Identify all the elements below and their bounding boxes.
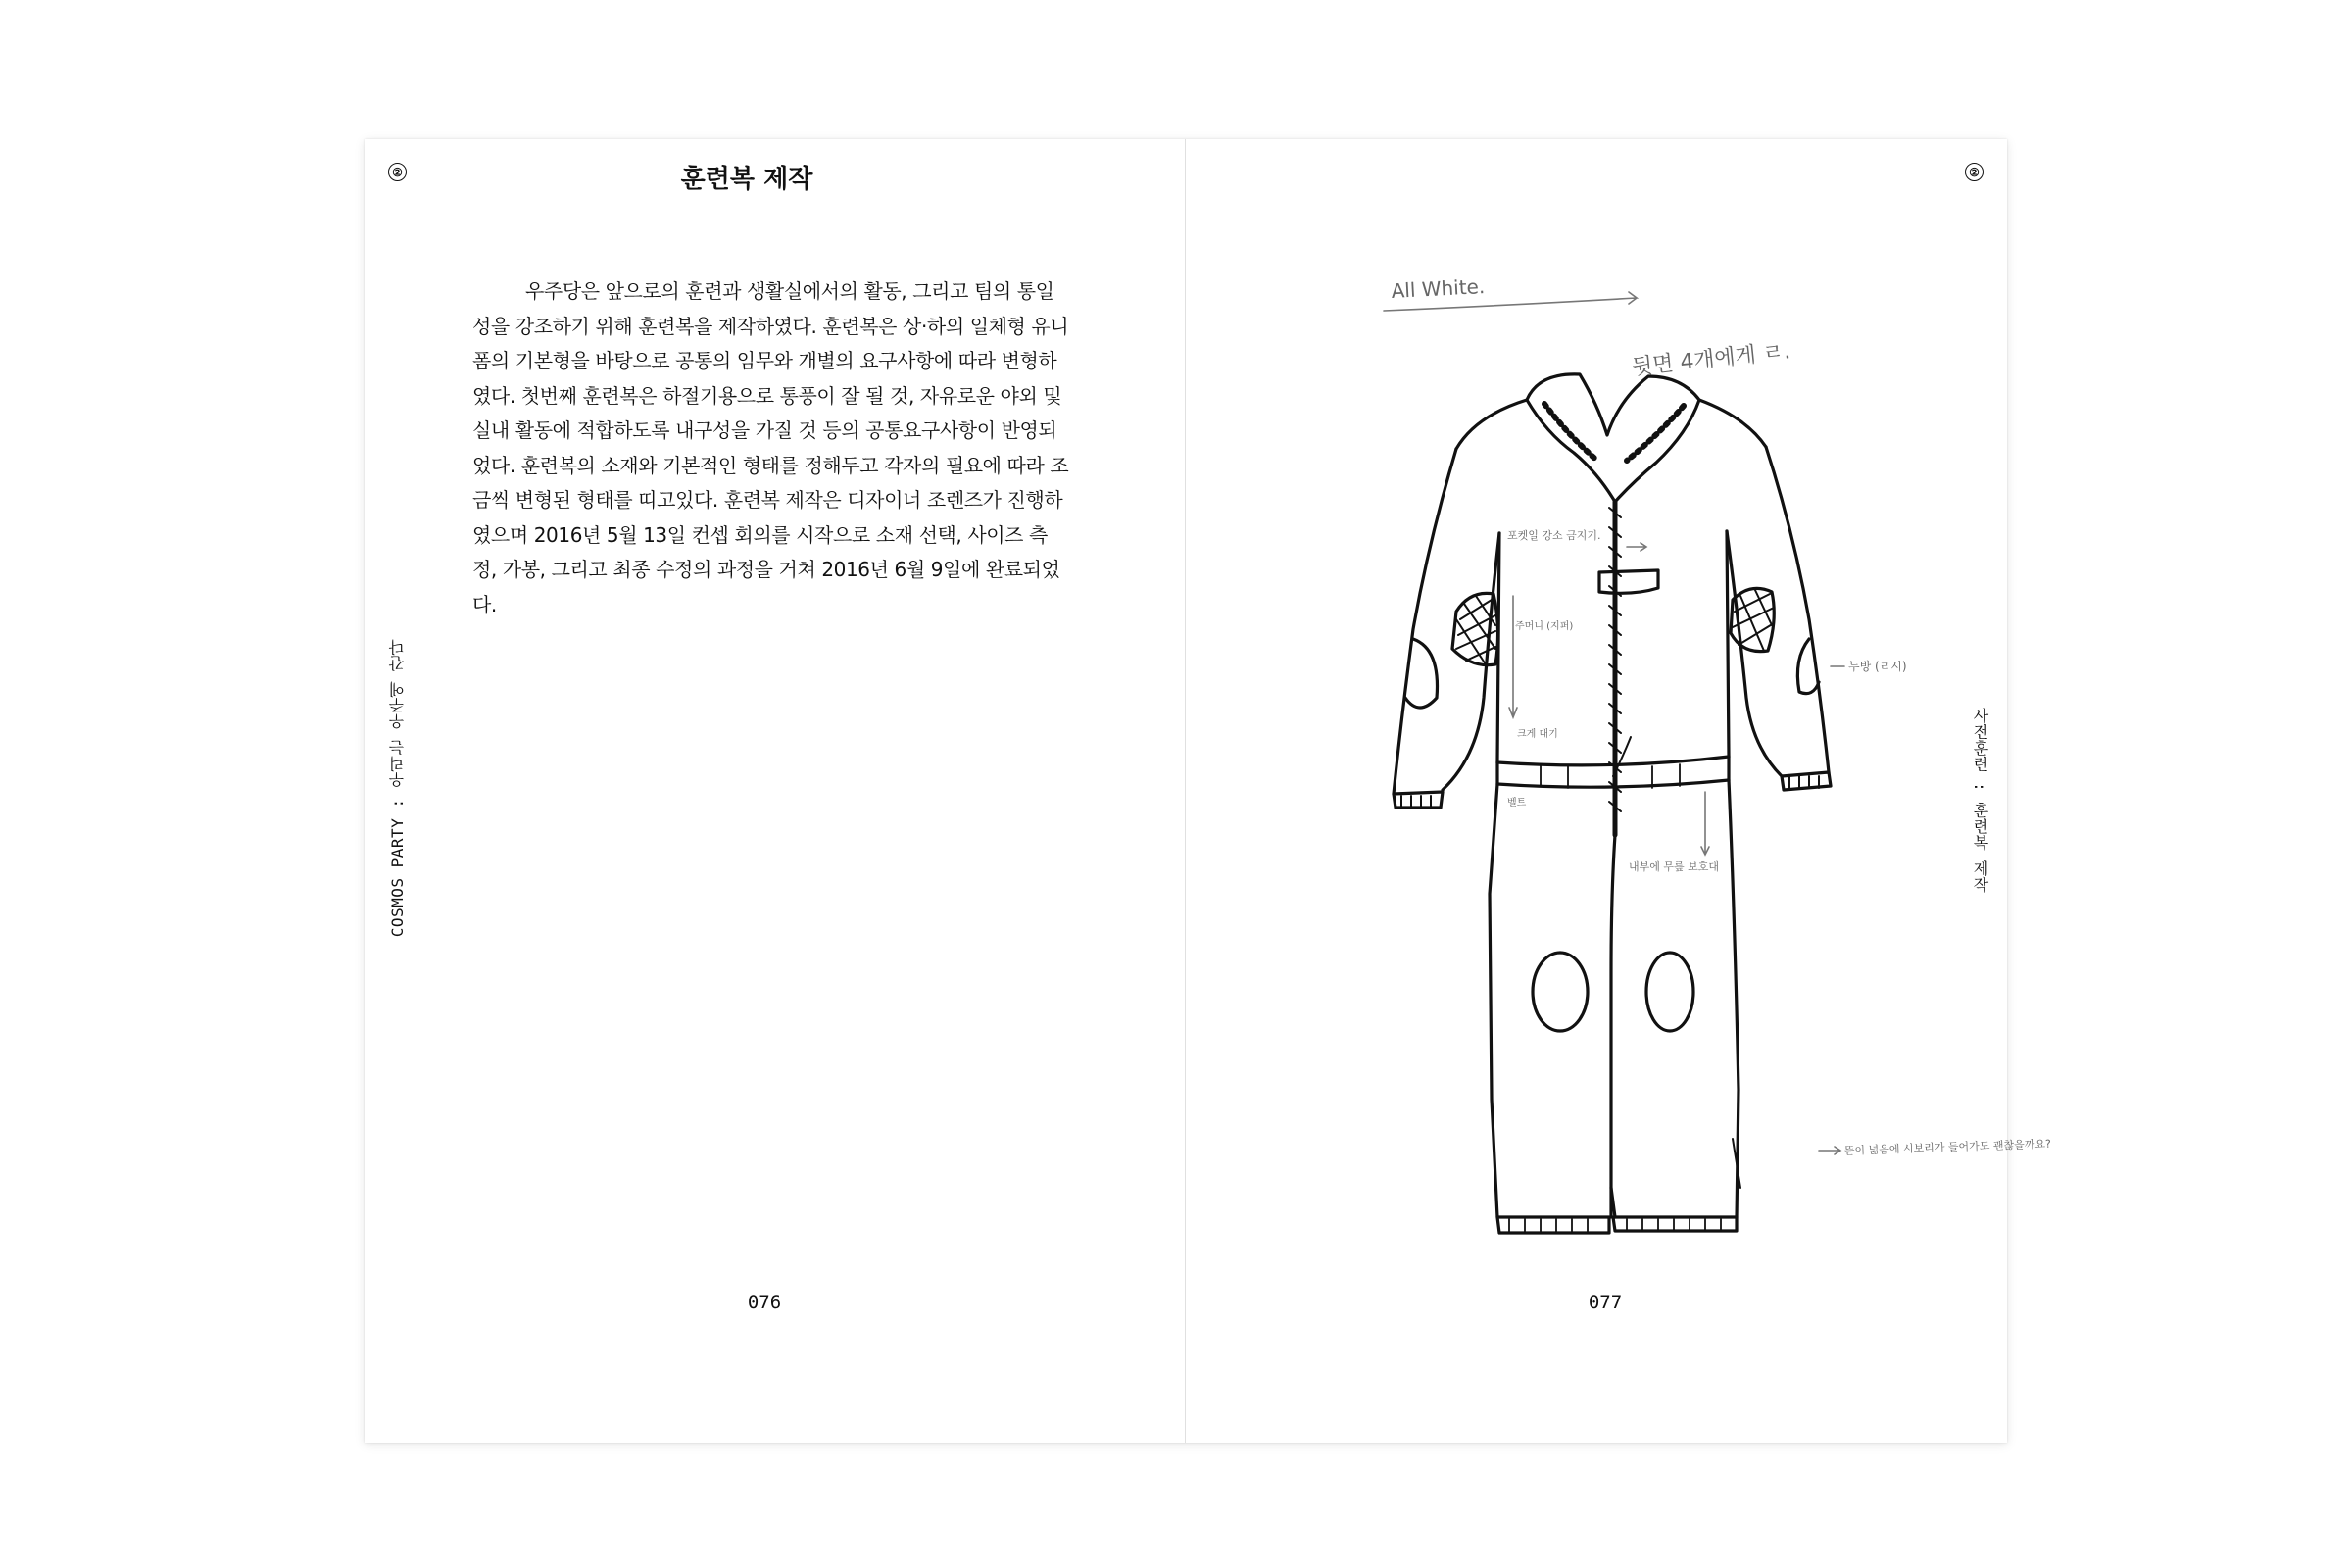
body-paragraph: 우주당은 앞으로의 훈련과 생활실에서의 활동, 그리고 팀의 통일성을 강조하기 위해 훈련복을 제작하였다. 훈련복은 상·하의 일체형 유니폼의 기본형을 바탕으로 공통의 임무와 개별의 요구사항에 따라 변형하였다. 첫번째 훈련복은 하절기용으로 통풍이 잘 될 것, 자유로운 야외 및 실내 활동에 적합하도록 내구성을 가질 것 등의 공통요구사항이 반영되었다. 훈련복의 소재와 기본적인 형태를 정해두고 각자의 필요에 따라 조금씩 변형된 형태를 띠고있다. 훈련복 제작은 디자이너 조렌즈가 진행하였으며 2016년 5월 13일 컨셉 회의를 시작으로 소재 선택, 사이즈 측정, 가봉, 그리고 최종 수정의 과정을 거쳐 2016년 6월 9일에 완료되었다. bbox=[472, 279, 1069, 616]
note-elbow: 누방 (ㄹ시) bbox=[1848, 660, 1907, 673]
note-waist: 벨트 bbox=[1507, 798, 1527, 808]
note-knee: 내부에 무릎 보호대 bbox=[1629, 860, 1720, 873]
right-page bbox=[1186, 139, 2052, 1443]
page-number-right: 077 bbox=[1588, 1292, 1623, 1313]
running-head-left: COSMOS PARTY : 우리는 우주에 간다 bbox=[388, 639, 407, 938]
note-hem: 뜯이 넓음에 시보리가 들어가도 괜찮을까요? bbox=[1843, 1137, 2052, 1157]
left-page bbox=[365, 139, 1186, 1443]
note-left-side: 주머니 (지퍼) bbox=[1515, 621, 1574, 632]
running-head-right: 사전훈련 : 훈련복 제작 bbox=[1971, 708, 1989, 894]
page-title: 훈련복 제작 bbox=[680, 165, 813, 194]
note-all-white: All White. bbox=[1391, 274, 1486, 303]
note-chest: 포켓일 강소 금지기. bbox=[1507, 529, 1601, 542]
book-spread bbox=[365, 139, 2052, 1443]
page-number-left: 076 bbox=[747, 1292, 782, 1313]
section-badge-left: ② bbox=[388, 163, 407, 181]
section-badge-right: ② bbox=[1965, 163, 1984, 181]
note-back: 뒷면 4개에게 ㄹ. bbox=[1631, 339, 1792, 380]
note-left-lower: 크게 대기 bbox=[1517, 729, 1558, 740]
